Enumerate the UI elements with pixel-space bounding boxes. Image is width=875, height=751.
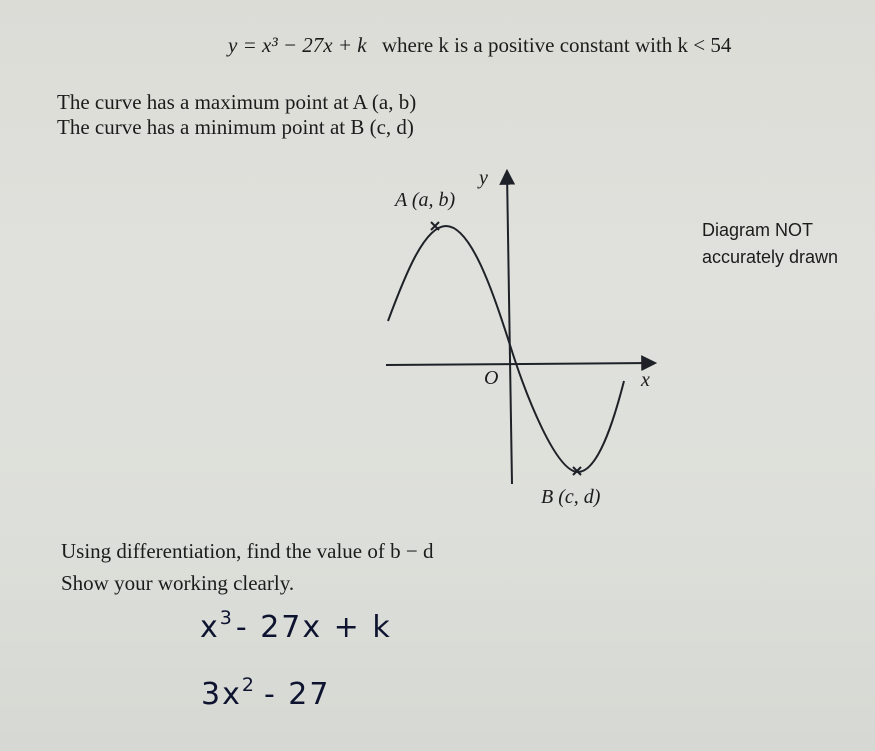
condition: where k is a positive constant with k < 54 <box>381 33 732 57</box>
min-statement: The curve has a minimum point at B (c, d) <box>57 115 414 139</box>
x-axis-label: x <box>641 369 650 391</box>
point-b-label: B (c, d) <box>541 486 601 508</box>
y-axis <box>507 172 512 484</box>
origin-label: O <box>484 367 499 389</box>
y-axis-label: y <box>479 167 488 189</box>
equation: y = x³ − 27x + k <box>228 33 367 57</box>
max-statement: The curve has a maximum point at A (a, b) <box>57 90 417 114</box>
point-a-label: A (a, b) <box>395 189 456 211</box>
cubic-curve <box>388 226 624 472</box>
diagram-note-line1: Diagram NOT <box>702 220 814 240</box>
diagram-note-line2: accurately drawn <box>702 247 839 267</box>
working-line-2: $3x^2 - 27$ <box>201 674 331 712</box>
task-text: Using differentiation, find the value of b − d <box>61 539 434 563</box>
diagram-note <box>702 217 838 271</box>
working-line-1: $x^3-$ 27x + k <box>200 607 392 645</box>
maximum-point-marker <box>431 222 439 230</box>
x-axis <box>386 363 654 365</box>
instruction-text: Show your working clearly. <box>61 571 295 595</box>
